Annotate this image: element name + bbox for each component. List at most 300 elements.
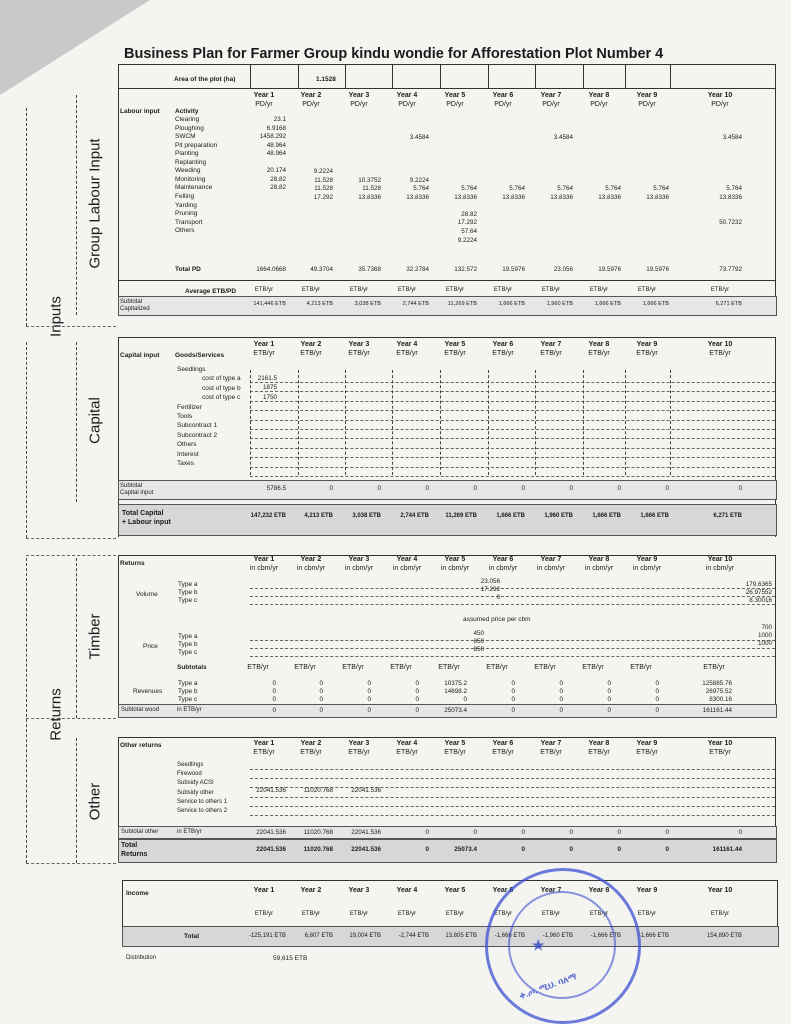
- rev-type-c-y1: 0: [272, 696, 276, 703]
- table-border: [118, 64, 775, 65]
- total-returns-y4: 0: [425, 846, 429, 853]
- timber-subtotal-y9: 0: [655, 707, 659, 714]
- etb-unit-8: ETB/yr: [589, 287, 609, 293]
- labour-maintenance-y8: 13.8336: [598, 194, 621, 201]
- capital-total-y7: 1,960 ETB: [544, 513, 573, 519]
- timber-subtotal-y8: 0: [607, 707, 611, 714]
- year-header-8: Year 8: [588, 887, 610, 894]
- labour-subtotal-y9: 1,666 ETB: [642, 301, 669, 307]
- year-header-8: Year 8: [588, 341, 610, 348]
- rev-type-c-y8: 0: [607, 696, 611, 703]
- income-total-y4: -2,744 ETB: [398, 933, 429, 939]
- distribution-value: 59,615 ETB: [273, 955, 308, 962]
- grid-col: [488, 370, 489, 475]
- unit-header-9: ETB/yr: [636, 350, 658, 357]
- unit-header-3: PD/yr: [350, 101, 368, 108]
- etb-unit-1: ETB/yr: [254, 911, 274, 917]
- other-label: Other: [86, 782, 104, 821]
- income-total-label: Total: [184, 933, 200, 940]
- income-total-y6: -1,666 ETB: [494, 933, 525, 939]
- labour-monitoring-y5: 5.764: [461, 185, 477, 192]
- year-header-7: Year 7: [540, 556, 562, 563]
- capital-item: Fertilizer: [177, 403, 202, 411]
- labour-total-y5: 132.572: [454, 266, 477, 273]
- unit-header-5: in cbm/yr: [440, 565, 470, 572]
- year-header-3: Year 3: [348, 92, 370, 99]
- timber-etb-unit-7: ETB/yr: [534, 664, 556, 671]
- etb-unit-6: ETB/yr: [493, 287, 513, 293]
- list-item: Clearing: [175, 116, 200, 123]
- seedling-cost-item: cost of type b: [202, 384, 241, 392]
- labour-total-y8: 19.5976: [598, 266, 621, 273]
- unit-header-9: ETB/yr: [636, 749, 658, 756]
- assumed-price-label: assumed price per cbm: [463, 616, 531, 623]
- seedling-cost-1: 2161.5: [257, 375, 277, 382]
- inputs-bracket-2: [26, 342, 27, 538]
- grid-line: [250, 476, 775, 477]
- labour-monitoring-y3: 11.528: [362, 185, 381, 192]
- labour-monitoring-y7: 5.764: [557, 185, 573, 192]
- labour-subtotal-y8: 1,666 ETB: [594, 301, 621, 307]
- timber-subtotal-label: Subtotal wood: [121, 707, 160, 713]
- official-stamp: [485, 868, 641, 1024]
- rev-type-b-y10: 26975.52: [705, 688, 732, 695]
- labour-replanting-y2: 9.2224: [313, 168, 333, 175]
- total-returns-y6: 0: [521, 846, 525, 853]
- year-header-9: Year 9: [636, 341, 658, 348]
- header-divider: [392, 64, 393, 88]
- other-subtotal-y3: 22041.536: [351, 829, 381, 836]
- labour-subtotal-y1: 141,446 ETB: [253, 301, 286, 307]
- other-subtotal-y8: 0: [617, 829, 621, 836]
- total-pd-label: Total PD: [175, 266, 201, 273]
- returns-label: Returns: [47, 688, 65, 741]
- year-header-1: Year 1: [253, 556, 275, 563]
- year-header-2: Year 2: [300, 556, 322, 563]
- year-header-1: Year 1: [253, 92, 275, 99]
- labour-swcm-y7: 3.4584: [553, 134, 573, 141]
- year-header-3: Year 3: [348, 341, 370, 348]
- labour-maintenance-y5: 13.8336: [454, 194, 477, 201]
- rev-type-b-y4: 0: [415, 688, 419, 695]
- volume-line: [250, 588, 775, 589]
- capital-subtotal-y10: 0: [738, 485, 742, 492]
- year-header-10: Year 10: [707, 556, 733, 563]
- year-header-9: Year 9: [636, 740, 658, 747]
- timber-subtotal-y4: 0: [415, 707, 419, 714]
- unit-header-6: in cbm/yr: [488, 565, 518, 572]
- rev-type-c-y10: 8300.16: [709, 696, 732, 703]
- list-item: Pit preparation: [175, 141, 218, 149]
- etb-unit-10: ETB/yr: [710, 287, 730, 293]
- header-divider: [625, 64, 626, 88]
- rev-type-b-y3: 0: [367, 688, 371, 695]
- grid-col: [345, 370, 346, 475]
- unit-header-7: in cbm/yr: [536, 565, 566, 572]
- unit-header-5: PD/yr: [446, 101, 464, 108]
- other-line: [250, 815, 775, 816]
- capital-subtotal-y4: 0: [425, 485, 429, 492]
- rev-type-c-y5: 0: [463, 696, 467, 703]
- timber-subtotal-y5: 25073.4: [444, 707, 467, 714]
- rev-type-c-y9: 0: [655, 696, 659, 703]
- volume-y5-2: 17.292: [480, 586, 500, 593]
- area-label: Area of the plot (ha): [174, 76, 236, 83]
- timber-subtotal-unit: in ETB/yr: [177, 707, 202, 713]
- avg-etb-label: Average ETB/PD: [185, 288, 237, 295]
- capital-total-y8: 1,666 ETB: [592, 513, 621, 519]
- total-returns-y7: 0: [569, 846, 573, 853]
- year-header-2: Year 2: [300, 740, 322, 747]
- list-item: Firewood: [177, 771, 202, 778]
- unit-header-1: ETB/yr: [253, 749, 275, 756]
- other-subtotal-unit: in ETB/yr: [177, 829, 202, 835]
- inputs-label: Inputs: [47, 296, 65, 337]
- header-divider: [250, 64, 251, 88]
- year-header-7: Year 7: [540, 92, 562, 99]
- unit-header-7: PD/yr: [542, 101, 560, 108]
- labour-pruning-y5: 57.64: [461, 228, 477, 235]
- unit-header-10: ETB/yr: [709, 749, 731, 756]
- income-total-y7: -1,960 ETB: [542, 933, 573, 939]
- year-header-10: Year 10: [707, 341, 733, 348]
- stamp-star-icon: ★: [532, 937, 545, 953]
- labour-total-y2: 49.3704: [310, 266, 333, 273]
- income-total-y8: -1,666 ETB: [590, 933, 621, 939]
- total-returns-y5: 25073.4: [454, 846, 477, 853]
- etb-unit-3: ETB/yr: [349, 911, 369, 917]
- capital-item: Tools: [177, 413, 193, 420]
- other-subtotal-label: Subtotal other: [121, 829, 159, 835]
- etb-unit-5: ETB/yr: [445, 911, 465, 917]
- year-header-3: Year 3: [348, 740, 370, 747]
- timber-subtotal-y6: 0: [511, 707, 515, 714]
- labour-subtotal-y6: 1,666 ETB: [498, 301, 525, 307]
- labour-total-y10: 73.7792: [719, 266, 742, 273]
- labour-maintenance-y3: 13.8336: [358, 194, 381, 201]
- labour-weeding-y4: 9.2224: [409, 177, 429, 184]
- volume-y10-3: 8.30016: [749, 597, 772, 604]
- rev-type-c-y7: 0: [559, 696, 563, 703]
- list-item: Service to others 1: [177, 798, 228, 805]
- activity-head: Activity: [175, 108, 199, 115]
- volume-y10-2: 26.97552: [745, 589, 772, 596]
- acsi-y2: 11020.768: [303, 787, 333, 794]
- timber-etb-unit-5: ETB/yr: [438, 664, 460, 671]
- unit-header-10: in cbm/yr: [705, 565, 735, 572]
- rev-type-a-y6: 0: [511, 680, 515, 687]
- rev-type-c-y3: 0: [367, 696, 371, 703]
- etb-unit-5: ETB/yr: [445, 287, 465, 293]
- unit-header-5: ETB/yr: [444, 350, 466, 357]
- list-item: Yarding: [175, 201, 197, 209]
- year-header-1: Year 1: [253, 740, 275, 747]
- timber-subtotal-y3: 0: [367, 707, 371, 714]
- etb-unit-6: ETB/yr: [493, 911, 513, 917]
- income-total-y2: 6,807 ETB: [304, 933, 333, 939]
- income-total-y1: -125,191 ETB: [248, 933, 286, 939]
- rev-type-a-y8: 0: [607, 680, 611, 687]
- unit-header-1: PD/yr: [255, 101, 273, 108]
- list-item: Planting: [175, 150, 199, 158]
- timber-etb-unit-2: ETB/yr: [294, 664, 316, 671]
- volume-label: Volume: [136, 591, 158, 598]
- etb-unit-4: ETB/yr: [397, 911, 417, 917]
- etb-unit-10: ETB/yr: [710, 911, 730, 917]
- labour-maintenance-y6: 13.8336: [502, 194, 525, 201]
- income-total-y10: 154,890 ETB: [706, 933, 742, 939]
- list-item: Subsidy ACSI: [177, 780, 214, 787]
- labour-maintenance-y2: 17.292: [313, 194, 333, 201]
- other-subtotal-y4: 0: [425, 829, 429, 836]
- labour-total-y4: 32.2784: [406, 266, 429, 273]
- labour-felling-y5: 28.82: [461, 211, 477, 218]
- rev-type-b-y8: 0: [607, 688, 611, 695]
- timber-label: Timber: [86, 613, 104, 660]
- other-subtotal-y5: 0: [473, 829, 477, 836]
- labour-y1-1: 23.1: [273, 116, 286, 123]
- year-header-8: Year 8: [588, 740, 610, 747]
- header-divider: [345, 64, 346, 88]
- capital-subtotal-label: Subtotal Capital input: [120, 483, 154, 496]
- price-line: [250, 656, 775, 657]
- unit-header-7: ETB/yr: [540, 350, 562, 357]
- volume-y10-1: 179.6365: [745, 581, 772, 588]
- grid-line: [250, 382, 775, 383]
- acsi-y1: 22041.536: [256, 787, 286, 794]
- year-header-10: Year 10: [707, 887, 733, 894]
- rev-type-b-y6: 0: [511, 688, 515, 695]
- labour-y1-7: 20.174: [266, 167, 286, 175]
- year-header-4: Year 4: [396, 92, 418, 99]
- other-bracket: [76, 738, 77, 863]
- year-header-10: Year 10: [707, 740, 733, 747]
- labour-total-y3: 35.7368: [358, 266, 381, 273]
- year-header-2: Year 2: [300, 887, 322, 894]
- capital-item: Interest: [177, 450, 199, 458]
- rev-type-a-y3: 0: [367, 680, 371, 687]
- unit-header-1: ETB/yr: [253, 350, 275, 357]
- volume-line: [250, 596, 775, 597]
- capital-total-y6: 1,666 ETB: [496, 513, 525, 519]
- year-header-7: Year 7: [540, 740, 562, 747]
- returns-bracket: [26, 558, 27, 863]
- grid-line: [250, 448, 775, 449]
- unit-header-2: ETB/yr: [300, 350, 322, 357]
- grid-line: [250, 467, 775, 468]
- year-header-10: Year 10: [707, 92, 733, 99]
- income-head: Income: [126, 890, 149, 897]
- grid-line: [250, 457, 775, 458]
- year-header-9: Year 9: [636, 556, 658, 563]
- capital-subtotal-y1: 5786.5: [266, 485, 286, 492]
- capital-item: Subcontract 2: [177, 431, 218, 439]
- unit-header-9: PD/yr: [638, 101, 656, 108]
- rev-type-b-y2: 0: [319, 688, 323, 695]
- grid-line: [250, 438, 775, 439]
- list-item: Others: [175, 227, 195, 235]
- etb-unit-2: ETB/yr: [301, 911, 321, 917]
- labour-maintenance-y10: 13.8336: [719, 194, 742, 201]
- seedling-cost-item: cost of type c: [202, 394, 241, 402]
- volume-y5-3: 0: [496, 594, 500, 601]
- unit-header-3: ETB/yr: [348, 350, 370, 357]
- header-divider: [440, 64, 441, 88]
- labour-maintenance-y4: 13.8336: [406, 194, 429, 201]
- revenue-type: Type c: [178, 696, 198, 703]
- rev-type-a-y5: 10375.2: [444, 680, 467, 687]
- timber-etb-unit-8: ETB/yr: [582, 664, 604, 671]
- other-subtotal-y1: 22041.536: [256, 829, 286, 836]
- labour-yarding-y5: 17.292: [457, 219, 477, 226]
- labour-monitoring-y4: 5.764: [413, 185, 429, 192]
- etb-unit-7: ETB/yr: [541, 287, 561, 293]
- goods-head: Goods/Services: [175, 352, 225, 359]
- timber-subtotal-y7: 0: [559, 707, 563, 714]
- timber-bracket: [76, 558, 77, 718]
- year-header-2: Year 2: [300, 92, 322, 99]
- rev-type-a-y1: 0: [272, 680, 276, 687]
- capital-total-y4: 2,744 ETB: [400, 513, 429, 519]
- unit-header-4: ETB/yr: [396, 749, 418, 756]
- capital-total-label: Total Capital + Labour input: [122, 510, 171, 526]
- list-item: Seedlings: [177, 762, 204, 768]
- list-item: Felling: [175, 192, 195, 200]
- unit-header-7: ETB/yr: [540, 749, 562, 756]
- volume-line: [250, 604, 775, 605]
- grid-col: [583, 370, 584, 475]
- capital-subtotal-y6: 0: [521, 485, 525, 492]
- income-total-y9: -1,666 ETB: [638, 933, 669, 939]
- etb-unit-9: ETB/yr: [637, 911, 657, 917]
- list-item: Maintenance: [175, 184, 213, 192]
- timber-etb-unit-3: ETB/yr: [342, 664, 364, 671]
- revenues-label: Revenues: [133, 688, 163, 695]
- grid-line: [250, 429, 775, 430]
- year-header-4: Year 4: [396, 556, 418, 563]
- volume-type: Type a: [178, 581, 198, 588]
- timber-etb-unit-1: ETB/yr: [247, 664, 269, 671]
- rev-type-b-y5: 14698.2: [444, 688, 467, 695]
- year-header-4: Year 4: [396, 341, 418, 348]
- timber-etb-unit-4: ETB/yr: [390, 664, 412, 671]
- grid-col: [298, 370, 299, 475]
- labour-y1-2: 6.9168: [266, 124, 286, 132]
- price-y10-3: 1000: [757, 640, 772, 647]
- timber-subtotal-y1: 0: [272, 707, 276, 714]
- timber-etb-unit-6: ETB/yr: [486, 664, 508, 671]
- labour-maintenance-y9: 13.8336: [646, 194, 669, 201]
- grid-line: [250, 391, 775, 392]
- rev-type-b-y7: 0: [559, 688, 563, 695]
- labour-maintenance-y7: 13.8336: [550, 194, 573, 201]
- unit-header-10: ETB/yr: [709, 350, 731, 357]
- labour-transport-y5: 9.2224: [457, 237, 477, 244]
- year-header-7: Year 7: [540, 341, 562, 348]
- labour-subtotal-y3: 3,038 ETB: [354, 301, 381, 307]
- labour-yarding-y10: 50.7232: [719, 219, 742, 226]
- year-header-5: Year 5: [444, 556, 466, 563]
- other-line: [250, 769, 775, 770]
- list-item: Pruning: [175, 210, 198, 218]
- labour-monitoring-y8: 5.764: [605, 185, 621, 192]
- year-header-2: Year 2: [300, 341, 322, 348]
- capital-subtotal-y7: 0: [569, 485, 573, 492]
- other-subtotal-y6: 0: [521, 829, 525, 836]
- list-item: Subsidy other: [177, 789, 214, 796]
- labour-swcm-y4: 3.4584: [409, 134, 429, 141]
- price-y5-1: 450: [473, 630, 484, 637]
- year-header-7: Year 7: [540, 887, 562, 894]
- year-header-5: Year 5: [444, 740, 466, 747]
- seedling-cost-2: 1875: [262, 384, 277, 392]
- capital-item: Seedlings: [177, 366, 206, 373]
- capital-item: Subcontract 1: [177, 422, 218, 430]
- area-value: 1.1528: [316, 76, 336, 83]
- etb-unit-9: ETB/yr: [637, 287, 657, 293]
- labour-total-y6: 19.5976: [502, 266, 525, 273]
- labour-subtotal-label: Subtotal Capitalized: [120, 299, 150, 312]
- income-total-y3: 19,004 ETB: [349, 933, 381, 939]
- year-header-3: Year 3: [348, 556, 370, 563]
- header-divider: [488, 64, 489, 88]
- unit-header-10: PD/yr: [711, 101, 729, 108]
- labour-weeding-y3: 10.3752: [358, 177, 381, 184]
- year-header-4: Year 4: [396, 740, 418, 747]
- labour-y1-5: 48.964: [266, 150, 286, 158]
- etb-unit-2: ETB/yr: [301, 287, 321, 293]
- capital-total-y1: 147,232 ETB: [250, 513, 286, 519]
- acsi-y3: 22041.536: [351, 787, 381, 794]
- price-y10-2: 1000: [757, 632, 772, 639]
- unit-header-2: PD/yr: [302, 101, 320, 108]
- labour-monitoring-y10: 5.764: [726, 185, 742, 192]
- total-returns-y10: 161161.44: [712, 846, 742, 853]
- header-divider: [670, 64, 671, 88]
- price-y10-1: 700: [761, 624, 772, 631]
- labour-swcm-y10: 3.4584: [722, 134, 742, 141]
- rev-type-a-y4: 0: [415, 680, 419, 687]
- year-header-9: Year 9: [636, 92, 658, 99]
- timber-head: Returns: [120, 560, 145, 567]
- list-item: Service to others 2: [177, 808, 228, 814]
- rev-type-a-y2: 0: [319, 680, 323, 687]
- price-line: [250, 640, 775, 641]
- other-subtotal-y10: 0: [738, 829, 742, 836]
- capital-total-y9: 1,666 ETB: [640, 513, 669, 519]
- grid-line: [250, 410, 775, 411]
- header-divider: [583, 64, 584, 88]
- rev-type-a-y9: 0: [655, 680, 659, 687]
- unit-header-6: PD/yr: [494, 101, 512, 108]
- capital-subtotal-y9: 0: [665, 485, 669, 492]
- labour-subtotal-y4: 2,744 ETB: [402, 301, 429, 307]
- year-header-8: Year 8: [588, 92, 610, 99]
- unit-header-8: in cbm/yr: [584, 565, 614, 572]
- capital-total-y10: 6,271 ETB: [713, 513, 742, 519]
- subtotals-label: Subtotals: [177, 664, 207, 671]
- revenue-type: Type a: [178, 680, 198, 687]
- price-label: Price: [143, 643, 158, 650]
- page-title: Business Plan for Farmer Group kindu wondie for Afforestation Plot Number 4: [124, 46, 664, 62]
- timber-subtotal-y10: 161161.44: [702, 707, 732, 714]
- labour-monitoring-y9: 5.764: [653, 185, 669, 192]
- group-labour-label: Group Labour Input: [86, 138, 104, 269]
- year-header-6: Year 6: [492, 887, 514, 894]
- etb-unit-3: ETB/yr: [349, 287, 369, 293]
- labour-subtotal-y5: 11,269 ETB: [447, 301, 477, 307]
- total-returns-y8: 0: [617, 846, 621, 853]
